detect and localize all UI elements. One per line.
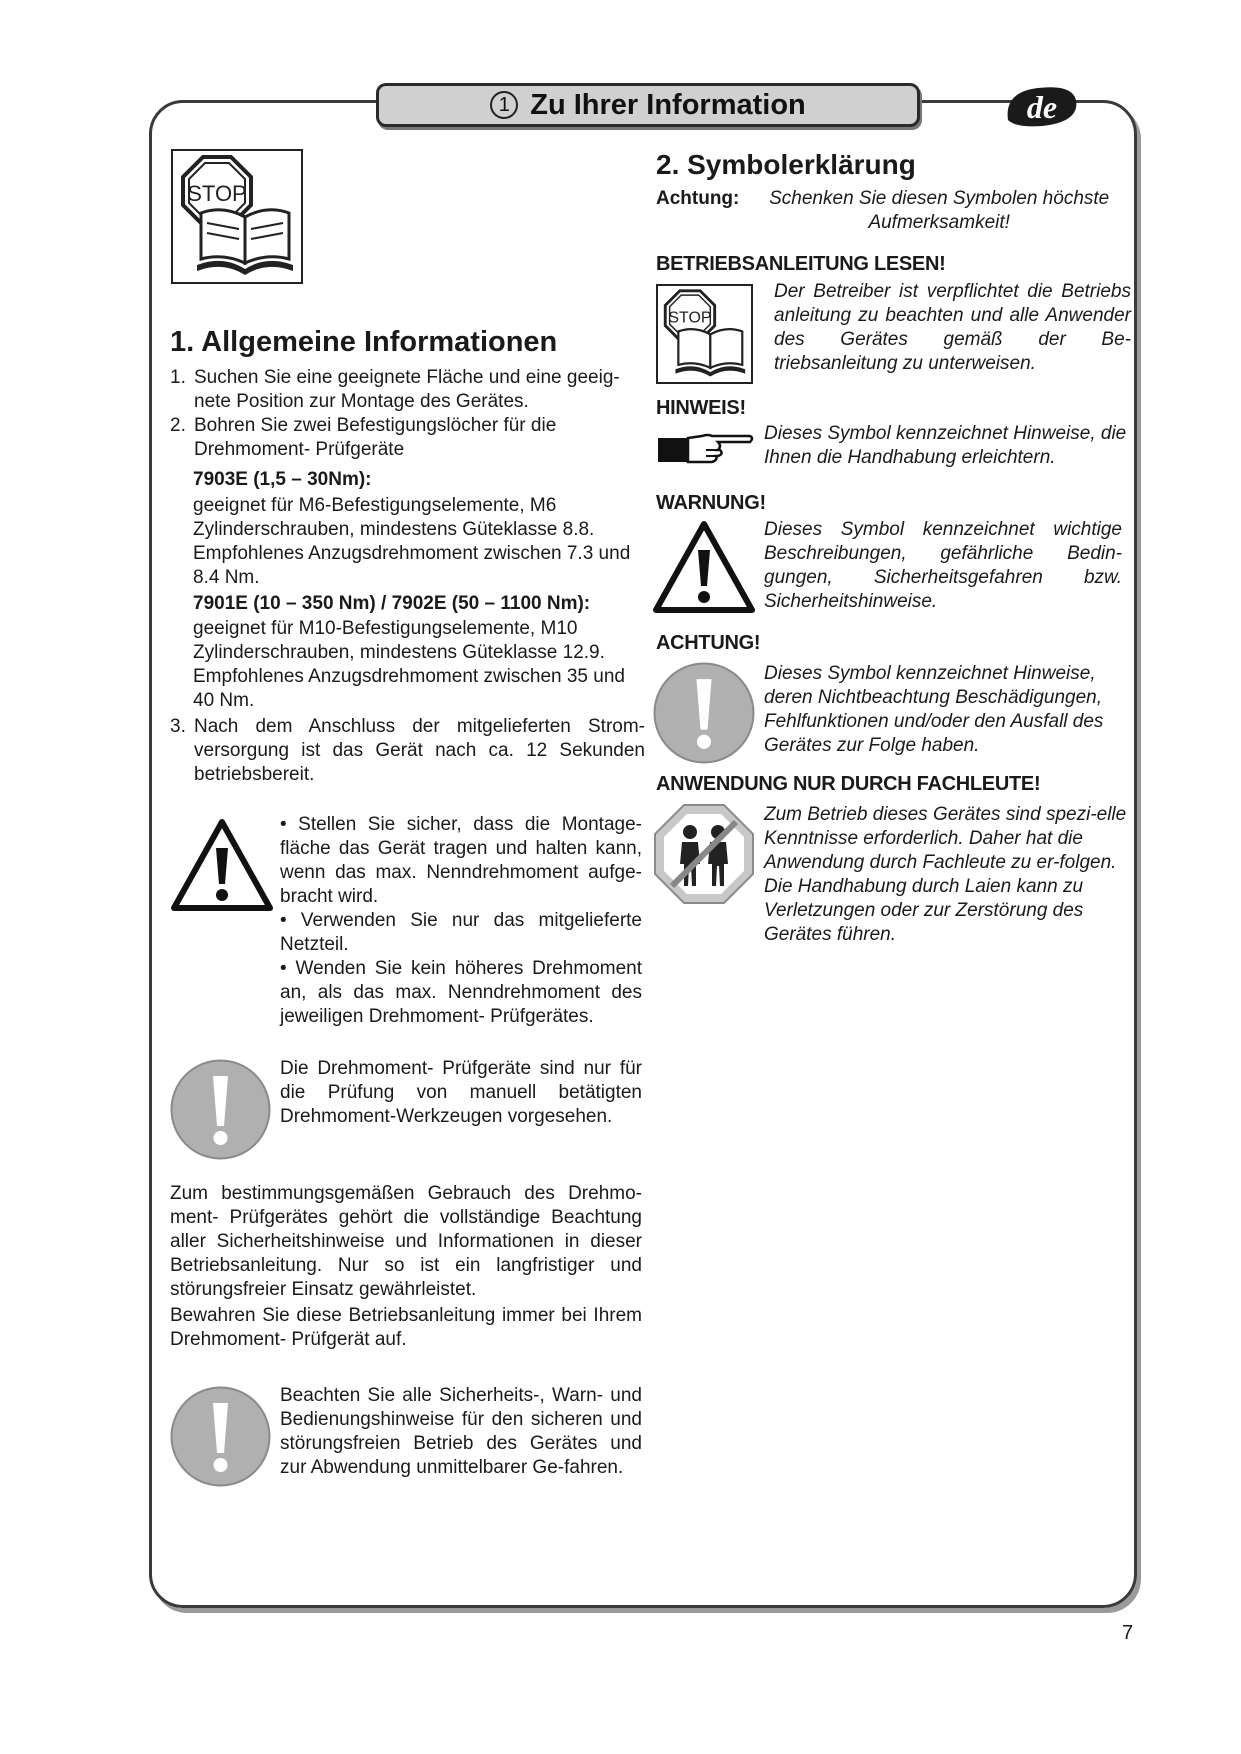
caution2-text: Beachten Sie alle Sicherheits-, Warn- und Bedienungshinweise für den sicheren und störungsfreien Betrieb des Gerätes und zur Abwendung unmittelbarer Ge-fahren. — [280, 1385, 642, 1478]
page-number: 7 — [1122, 1622, 1134, 1644]
paragraph-usage: Zum bestimmungsgemäßen Gebrauch des Drehmo-ment- Prüfgerätes gehört die vollständige Beachtung aller Sicherheitshinweise und Informationen in dieser Betriebsanleitung. Nur so ist ein langfristiger und störungsfreier Einsatz gewährleistet. — [170, 1183, 642, 1300]
warning-triangle-icon — [170, 818, 274, 912]
achtung-note — [656, 187, 1131, 235]
list-item-number: 1. — [170, 367, 186, 388]
symbol-warning-text: Dieses Symbol kennzeichnet wichtige Beschreibungen, gefährliche Bedin-gungen, Sicherheitsgefahren bzw. Sicherheitshinweise. — [764, 519, 1122, 612]
caution1-text: Die Drehmoment- Prüfgeräte sind nur für die Prüfung von manuell betätigten Drehmoment-Werkzeugen vorgesehen. — [280, 1058, 642, 1127]
list-item-3 — [170, 715, 645, 787]
svg-text:STOP: STOP — [187, 181, 247, 206]
list-item-text: Suchen Sie eine geeignete Fläche und eine geeig-nete Position zur Montage des Gerätes. — [194, 367, 620, 412]
symbol-read-manual-text: Der Betreiber ist verpflichtet die Betriebs anleitung zu beachten und alle Anwender des Gerätes gemäß der Be-triebsanleitung zu unterweisen. — [774, 281, 1131, 374]
stop-read-manual-icon-small — [656, 284, 753, 384]
symbol-experts-text: Zum Betrieb dieses Gerätes sind spezi-elle Kenntnisse erforderlich. Daher hat die Anwendung durch Fachleute zu er-folgen. Die Handhabung durch Laien kann zu Verletzungen oder zur Zerstörung des Gerätes führen. — [764, 804, 1127, 945]
svg-text:STOP: STOP — [668, 309, 712, 327]
warning-triangle-icon — [652, 520, 756, 614]
warning-bullets — [280, 813, 642, 1029]
list-item-1 — [170, 366, 645, 414]
model1-text: geeignet für M6-Befestigungselemente, M6 Zylinderschrauben, mindestens Güteklasse 8.8. Empfohlenes Anzugsdrehmoment zwischen 7.3 und 8.4 Nm. — [193, 495, 631, 588]
model1-title: 7903E (1,5 – 30Nm): — [193, 469, 372, 490]
caution-circle-icon — [169, 1385, 272, 1488]
warning-bullet: • Stellen Sie sicher, dass die Montage-fläche das Gerät tragen und halten kann, wenn das max. Nenndrehmoment aufge-bracht wird. — [280, 814, 642, 907]
list-item-number: 3. — [170, 716, 186, 737]
list-item-number: 2. — [170, 415, 186, 436]
model2-title: 7901E (10 – 350 Nm) / 7902E (50 – 1100 Nm): — [193, 593, 591, 614]
section1-title: 1. Allgemeine Informationen — [170, 326, 558, 358]
achtung-text: Schenken Sie diesen Symbolen höchste Aufmerksamkeit! — [769, 188, 1110, 233]
language-badge-icon — [1002, 82, 1082, 130]
symbol-hint-title: HINWEIS! — [656, 397, 746, 419]
symbol-caution-text: Dieses Symbol kennzeichnet Hinweise, deren Nichtbeachtung Beschädigungen, Fehlfunktionen und/oder den Ausfall des Gerätes zur Folge haben. — [764, 663, 1104, 756]
model2-text: geeignet für M10-Befestigungselemente, M10 Zylinderschrauben, mindestens Güteklasse 12.9. Empfohlenes Anzugsdrehmoment zwischen 35 und 40 Nm. — [193, 618, 625, 711]
caution-circle-icon — [652, 661, 756, 765]
symbol-warning-title: WARNUNG! — [656, 492, 766, 514]
section-number: 1 — [490, 91, 518, 119]
section-header-title: Zu Ihrer Information — [530, 88, 806, 121]
pointing-hand-icon — [656, 426, 754, 466]
experts-only-icon — [652, 802, 756, 906]
list-item-text: Bohren Sie zwei Befestigungslöcher für die Drehmoment- Prüfgeräte — [194, 415, 557, 460]
caution-circle-icon — [169, 1058, 272, 1161]
symbol-hint-text: Dieses Symbol kennzeichnet Hinweise, die Ihnen die Handhabung erleichtern. — [764, 423, 1127, 468]
symbol-experts-title: ANWENDUNG NUR DURCH FACHLEUTE! — [656, 773, 1041, 795]
symbol-caution-title: ACHTUNG! — [656, 632, 761, 654]
warning-bullet: • Verwenden Sie nur das mitgelieferte Netzteil. — [280, 910, 642, 955]
stop-read-manual-icon — [171, 149, 303, 284]
symbol-read-manual-title: BETRIEBSANLEITUNG LESEN! — [656, 253, 946, 275]
achtung-label: Achtung: — [656, 188, 740, 209]
section2-title: 2. Symbolerklärung — [656, 149, 916, 180]
warning-bullet: • Wenden Sie kein höheres Drehmoment an, als das max. Nenndrehmoment des jeweiligen Drehmoment- Prüfgerätes. — [280, 958, 642, 1027]
list-item-2 — [170, 414, 645, 462]
language-badge-label: de — [1026, 89, 1058, 125]
section-header — [376, 83, 920, 127]
list-item-text: Nach dem Anschluss der mitgelieferten Strom-versorgung ist das Gerät nach ca. 12 Sekunden betriebsbereit. — [194, 716, 645, 785]
paragraph-keep-manual: Bewahren Sie diese Betriebsanleitung immer bei Ihrem Drehmoment- Prüfgerät auf. — [170, 1305, 642, 1350]
